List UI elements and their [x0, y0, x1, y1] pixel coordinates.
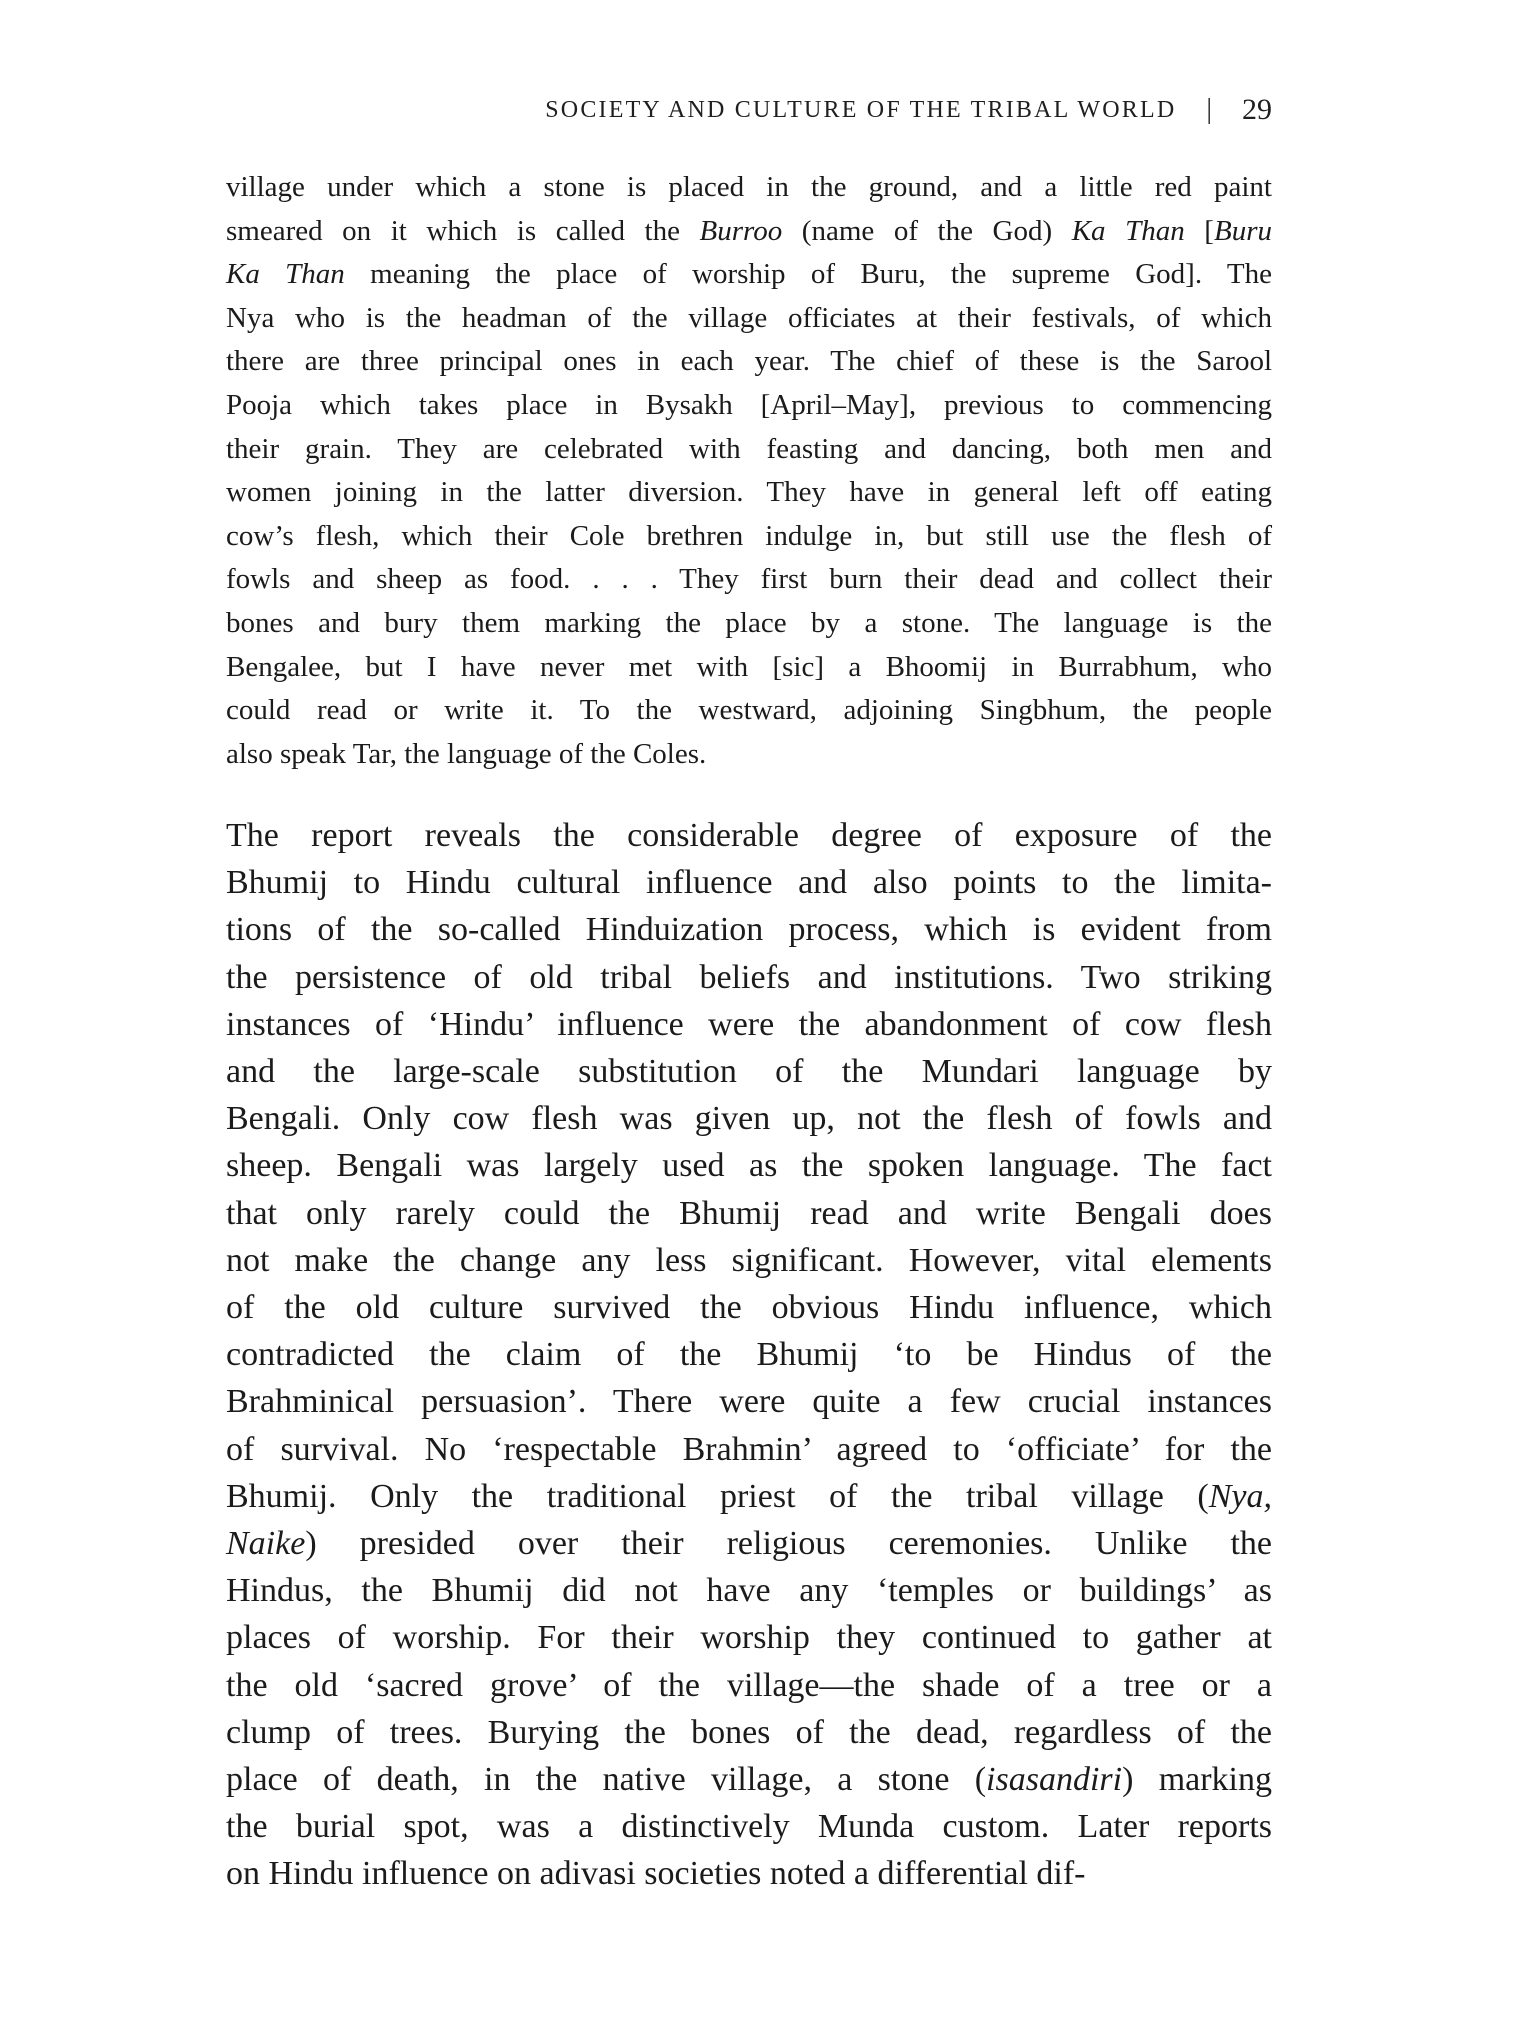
extract-line — [226, 428, 1272, 472]
body-line — [226, 906, 1272, 953]
extract-line — [226, 689, 1272, 733]
extract-line — [226, 384, 1272, 428]
italic-term: Naike — [226, 1525, 306, 1563]
extract-line — [226, 471, 1272, 515]
text-run: instances of ‘Hindu’ influence were the abandonment of cow flesh — [226, 1005, 1272, 1043]
text-run: ) marking — [1122, 1761, 1272, 1799]
italic-term: Burroo — [699, 214, 783, 247]
extract-line — [226, 166, 1272, 210]
extract-line — [226, 210, 1272, 254]
text-run: not make the change any less significant. However, vital elements — [226, 1241, 1272, 1279]
text-run: of survival. No ‘respectable Brahmin’ agreed to ‘officiate’ for the — [226, 1430, 1272, 1468]
text-run: Brahminical persuasion’. There were quite a few crucial instances — [226, 1383, 1272, 1421]
text-run: [ — [1184, 214, 1214, 247]
text-run: on Hindu influence on adivasi societies noted a differential dif- — [226, 1855, 1086, 1893]
running-title: SOCIETY AND CULTURE OF THE TRIBAL WORLD — [545, 96, 1177, 123]
text-run: that only rarely could the Bhumij read and write Bengali does — [226, 1194, 1272, 1232]
body-line — [226, 1048, 1272, 1095]
text-run: ) presided over their religious ceremonies. Unlike the — [305, 1525, 1272, 1563]
body-line — [226, 1142, 1272, 1189]
text-run: place of death, in the native village, a stone ( — [226, 1761, 987, 1799]
text-run: meaning the place of worship of Buru, the supreme God]. The — [344, 258, 1272, 291]
body-line — [226, 1850, 1272, 1897]
body-line — [226, 1614, 1272, 1661]
body-line — [226, 1520, 1272, 1567]
text-run: (name of the God) — [782, 214, 1072, 247]
text-run: places of worship. For their worship they continued to gather at — [226, 1619, 1272, 1657]
body-line — [226, 1378, 1272, 1425]
running-head — [226, 90, 1272, 130]
body-line — [226, 1237, 1272, 1284]
text-run: there are three principal ones in each year. The chief of these is the Sarool — [226, 345, 1272, 378]
text-run: Hindus, the Bhumij did not have any ‘temples or buildings’ as — [226, 1572, 1272, 1610]
text-run: Pooja which takes place in Bysakh [April–May], previous to commencing — [226, 388, 1272, 421]
extract-line — [226, 558, 1272, 602]
text-run: contradicted the claim of the Bhumij ‘to be Hindus of the — [226, 1336, 1272, 1374]
text-run: Bengali. Only cow flesh was given up, not the flesh of fowls and — [226, 1100, 1272, 1138]
text-run: could read or write it. To the westward, adjoining Singbhum, the people — [226, 694, 1272, 727]
italic-term: isasandiri — [986, 1761, 1123, 1799]
body-line — [226, 1803, 1272, 1850]
extract-line — [226, 340, 1272, 384]
body-paragraph — [226, 812, 1272, 1898]
text-run: Bhumij to Hindu cultural influence and also points to the limita- — [226, 864, 1272, 902]
body-line — [226, 1426, 1272, 1473]
body-line — [226, 1567, 1272, 1614]
text-run: the persistence of old tribal beliefs and institutions. Two striking — [226, 958, 1272, 996]
italic-term: Nya, — [1208, 1477, 1272, 1515]
text-run: Bengalee, but I have never met with [sic] a Bhoomij in Burrabhum, who — [226, 650, 1272, 683]
text-run: cow’s flesh, which their Cole brethren indulge in, but still use the flesh of — [226, 519, 1272, 552]
text-run: the old ‘sacred grove’ of the village—the shade of a tree or a — [226, 1666, 1272, 1704]
text-run: women joining in the latter diversion. They have in general left off eating — [226, 476, 1272, 509]
extract-line — [226, 515, 1272, 559]
body-line — [226, 1756, 1272, 1803]
italic-term: Buru — [1213, 214, 1272, 247]
text-run: fowls and sheep as food. . . . They first burn their dead and collect their — [226, 563, 1272, 596]
text-run: their grain. They are celebrated with feasting and dancing, both men and — [226, 432, 1272, 465]
body-line — [226, 812, 1272, 859]
text-run: Nya who is the headman of the village officiates at their festivals, of which — [226, 301, 1272, 334]
body-line — [226, 1473, 1272, 1520]
body-line — [226, 859, 1272, 906]
body-line — [226, 1190, 1272, 1237]
text-run: tions of the so-called Hinduization process, which is evident from — [226, 911, 1272, 949]
text-run: the burial spot, was a distinctively Munda custom. Later reports — [226, 1808, 1272, 1846]
text-run: The report reveals the considerable degree of exposure of the — [226, 817, 1272, 854]
body-line — [226, 1662, 1272, 1709]
text-run: Bhumij. Only the traditional priest of the tribal village ( — [226, 1477, 1209, 1515]
body-line — [226, 954, 1272, 1001]
extract-line — [226, 733, 1272, 777]
text-run: clump of trees. Burying the bones of the dead, regardless of the — [226, 1713, 1272, 1751]
text-run: sheep. Bengali was largely used as the spoken language. The fact — [226, 1147, 1272, 1185]
text-run: of the old culture survived the obvious Hindu influence, which — [226, 1289, 1272, 1327]
extract-line — [226, 297, 1272, 341]
italic-term: Ka Than — [226, 258, 345, 291]
body-line — [226, 1095, 1272, 1142]
italic-term: Ka Than — [1071, 214, 1185, 247]
header-separator: | — [1206, 94, 1212, 125]
text-run: and the large-scale substitution of the Mundari language by — [226, 1053, 1272, 1091]
body-line — [226, 1709, 1272, 1756]
page-number: 29 — [1242, 93, 1272, 126]
body-line — [226, 1284, 1272, 1331]
extract-line — [226, 253, 1272, 297]
text-run: also speak Tar, the language of the Coles. — [226, 737, 707, 770]
text-run: village under which a stone is placed in the ground, and a little red paint — [226, 171, 1272, 203]
block-quote-extract — [226, 166, 1272, 776]
extract-line — [226, 646, 1272, 690]
body-line — [226, 1001, 1272, 1048]
text-run: smeared on it which is called the — [226, 214, 700, 247]
text-run: bones and bury them marking the place by a stone. The language is the — [226, 606, 1272, 639]
extract-line — [226, 602, 1272, 646]
body-line — [226, 1331, 1272, 1378]
